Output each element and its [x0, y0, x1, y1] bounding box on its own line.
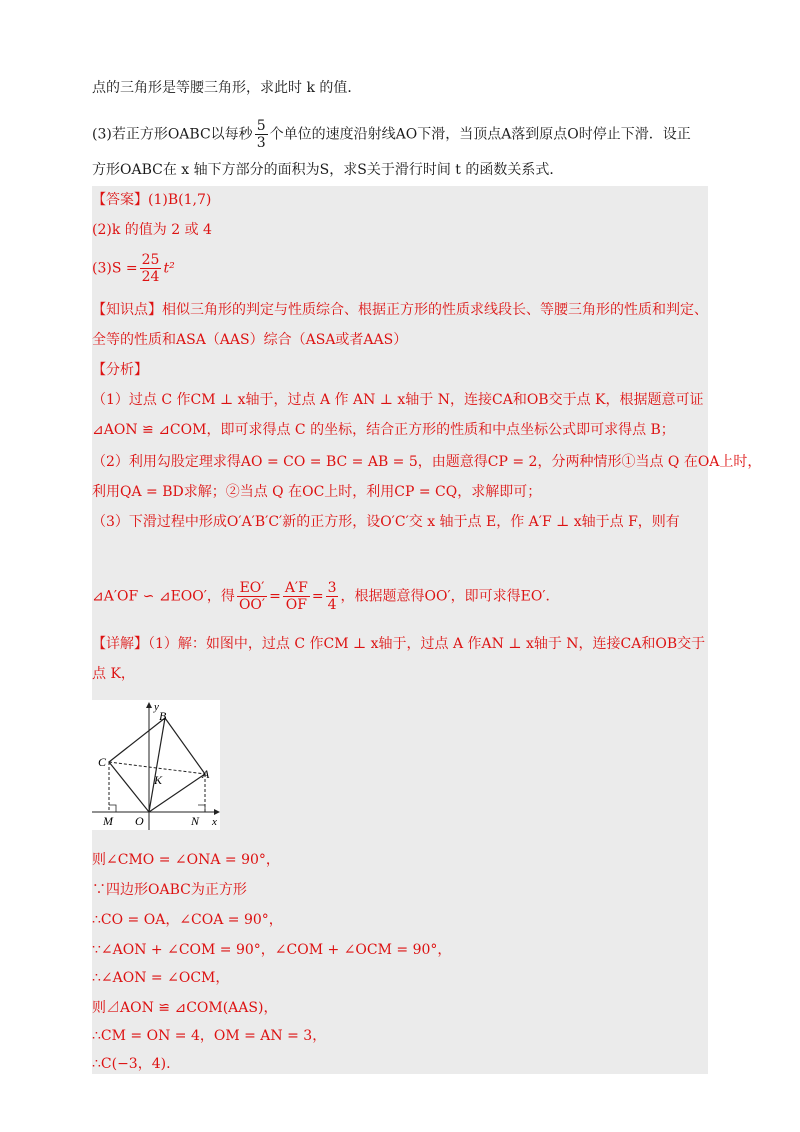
detail-line-2: 点 K， — [92, 666, 135, 682]
label-B: B — [159, 709, 167, 723]
solution-step-7: ∴CM = ON = 4，OM = AN = 3， — [92, 1028, 327, 1044]
solution-step-5: ∴∠AON = ∠OCM， — [92, 970, 230, 986]
ratio-fraction-1: $\frac{EO'}{OO'}$ — [238, 580, 266, 613]
label-A: A — [202, 767, 210, 781]
y-axis-arrow — [146, 702, 152, 708]
detail-line-1: 【详解】（1）解：如图中，过点 C 作CM ⊥ x轴于，过点 A 作AN ⊥ x轴于 N，连接CA和OB交于 — [92, 636, 706, 652]
answer-line-1 — [92, 190, 211, 210]
solution-step-1: 则∠CMO = ∠ONA = 90°， — [92, 852, 280, 868]
ratio-fraction-2: $\frac{A'F}{OF}$ — [284, 580, 308, 613]
problem-line-2 — [92, 118, 691, 151]
ratio-fraction-3: $\frac{3}{4}$ — [327, 580, 337, 613]
right-angle-M — [109, 805, 116, 812]
geometry-figure — [92, 700, 220, 830]
label-M: M — [103, 814, 113, 828]
knowledge-line-2: 全等的性质和ASA（AAS）综合（ASA或者AAS） — [92, 332, 408, 348]
solution-step-3: ∴CO = OA，∠COA = 90°， — [92, 912, 283, 928]
label-x: x — [212, 816, 217, 828]
answer-1: (1)B(1,7) — [148, 192, 212, 208]
label-y: y — [154, 701, 159, 713]
analysis-line-3: （2）利用勾股定理求得AO = CO = BC = AB = 5，由题意得CP = 2，分两种情形①当点 Q 在OA上时， — [92, 454, 762, 470]
x-axis-arrow — [214, 809, 220, 815]
knowledge-line-1: 【知识点】相似三角形的判定与性质综合、根据正方形的性质求线段长、等腰三角形的性质和判定、 — [92, 302, 708, 318]
analysis-line-5: （3）下滑过程中形成O′A′B′C′新的正方形，设O′C′交 x 轴于点 E，作 A′F ⊥ x轴于点 F，则有 — [92, 514, 680, 530]
label-K: K — [154, 773, 163, 787]
problem-line-2-post: 个单位的速度沿射线AO下滑，当顶点A落到原点O时停止下滑．设正 — [269, 126, 691, 143]
diagonal-OB — [149, 718, 165, 812]
label-O: O — [135, 814, 144, 828]
solution-step-8: ∴C(−3，4). — [92, 1056, 171, 1072]
label-N: N — [191, 814, 200, 828]
speed-fraction: $\frac{5}{3}$ — [256, 118, 266, 151]
label-C: C — [98, 755, 107, 769]
problem-line-3: 方形OABC在 x 轴下方部分的面积为S，求S关于滑行时间 t 的函数关系式． — [92, 162, 564, 178]
solution-step-4: ∵∠AON + ∠COM = 90°，∠COM + ∠OCM = 90°， — [92, 942, 452, 958]
right-angle-N — [198, 805, 205, 812]
answer-2: (2)k 的值为 2 或 4 — [92, 222, 212, 238]
analysis-line-6: ⊿A′OF ∽ ⊿EOO′，得 $\frac{EO'}{OO'}$ = $\frac{A'F}{OF}$ = $\frac{3}{4}$ ，根据题意得OO′，即可求得EO′． — [92, 580, 560, 613]
solution-step-6: 则⊿AON ≌ ⊿COM(AAS)， — [92, 1000, 278, 1016]
analysis-line-4: 利用QA = BD求解；②当点 Q 在OC上时，利用CP = CQ，求解即可； — [92, 484, 542, 500]
analysis-label: 【分析】 — [92, 362, 148, 378]
problem-line-1: 点的三角形是等腰三角形，求此时 k 的值． — [92, 80, 362, 96]
answer-3-fraction: $\frac{25}{24}$ — [141, 252, 160, 285]
square-diagram — [92, 700, 220, 830]
solution-step-2: ∵四边形OABC为正方形 — [92, 882, 247, 898]
problem-line-2-pre: (3)若正方形OABC以每秒 — [92, 126, 253, 143]
answer-3: (3)S = $\frac{25}{24}$ t² — [92, 252, 175, 285]
analysis-line-1: （1）过点 C 作CM ⊥ x轴于，过点 A 作 AN ⊥ x轴于 N，连接CA和OB交于点 K，根据题意可证 — [92, 392, 704, 408]
answer-label: 【答案】 — [92, 192, 148, 208]
analysis-line-2: ⊿AON ≌ ⊿COM，即可求得点 C 的坐标，结合正方形的性质和中点坐标公式即可求得点 B； — [92, 422, 675, 438]
